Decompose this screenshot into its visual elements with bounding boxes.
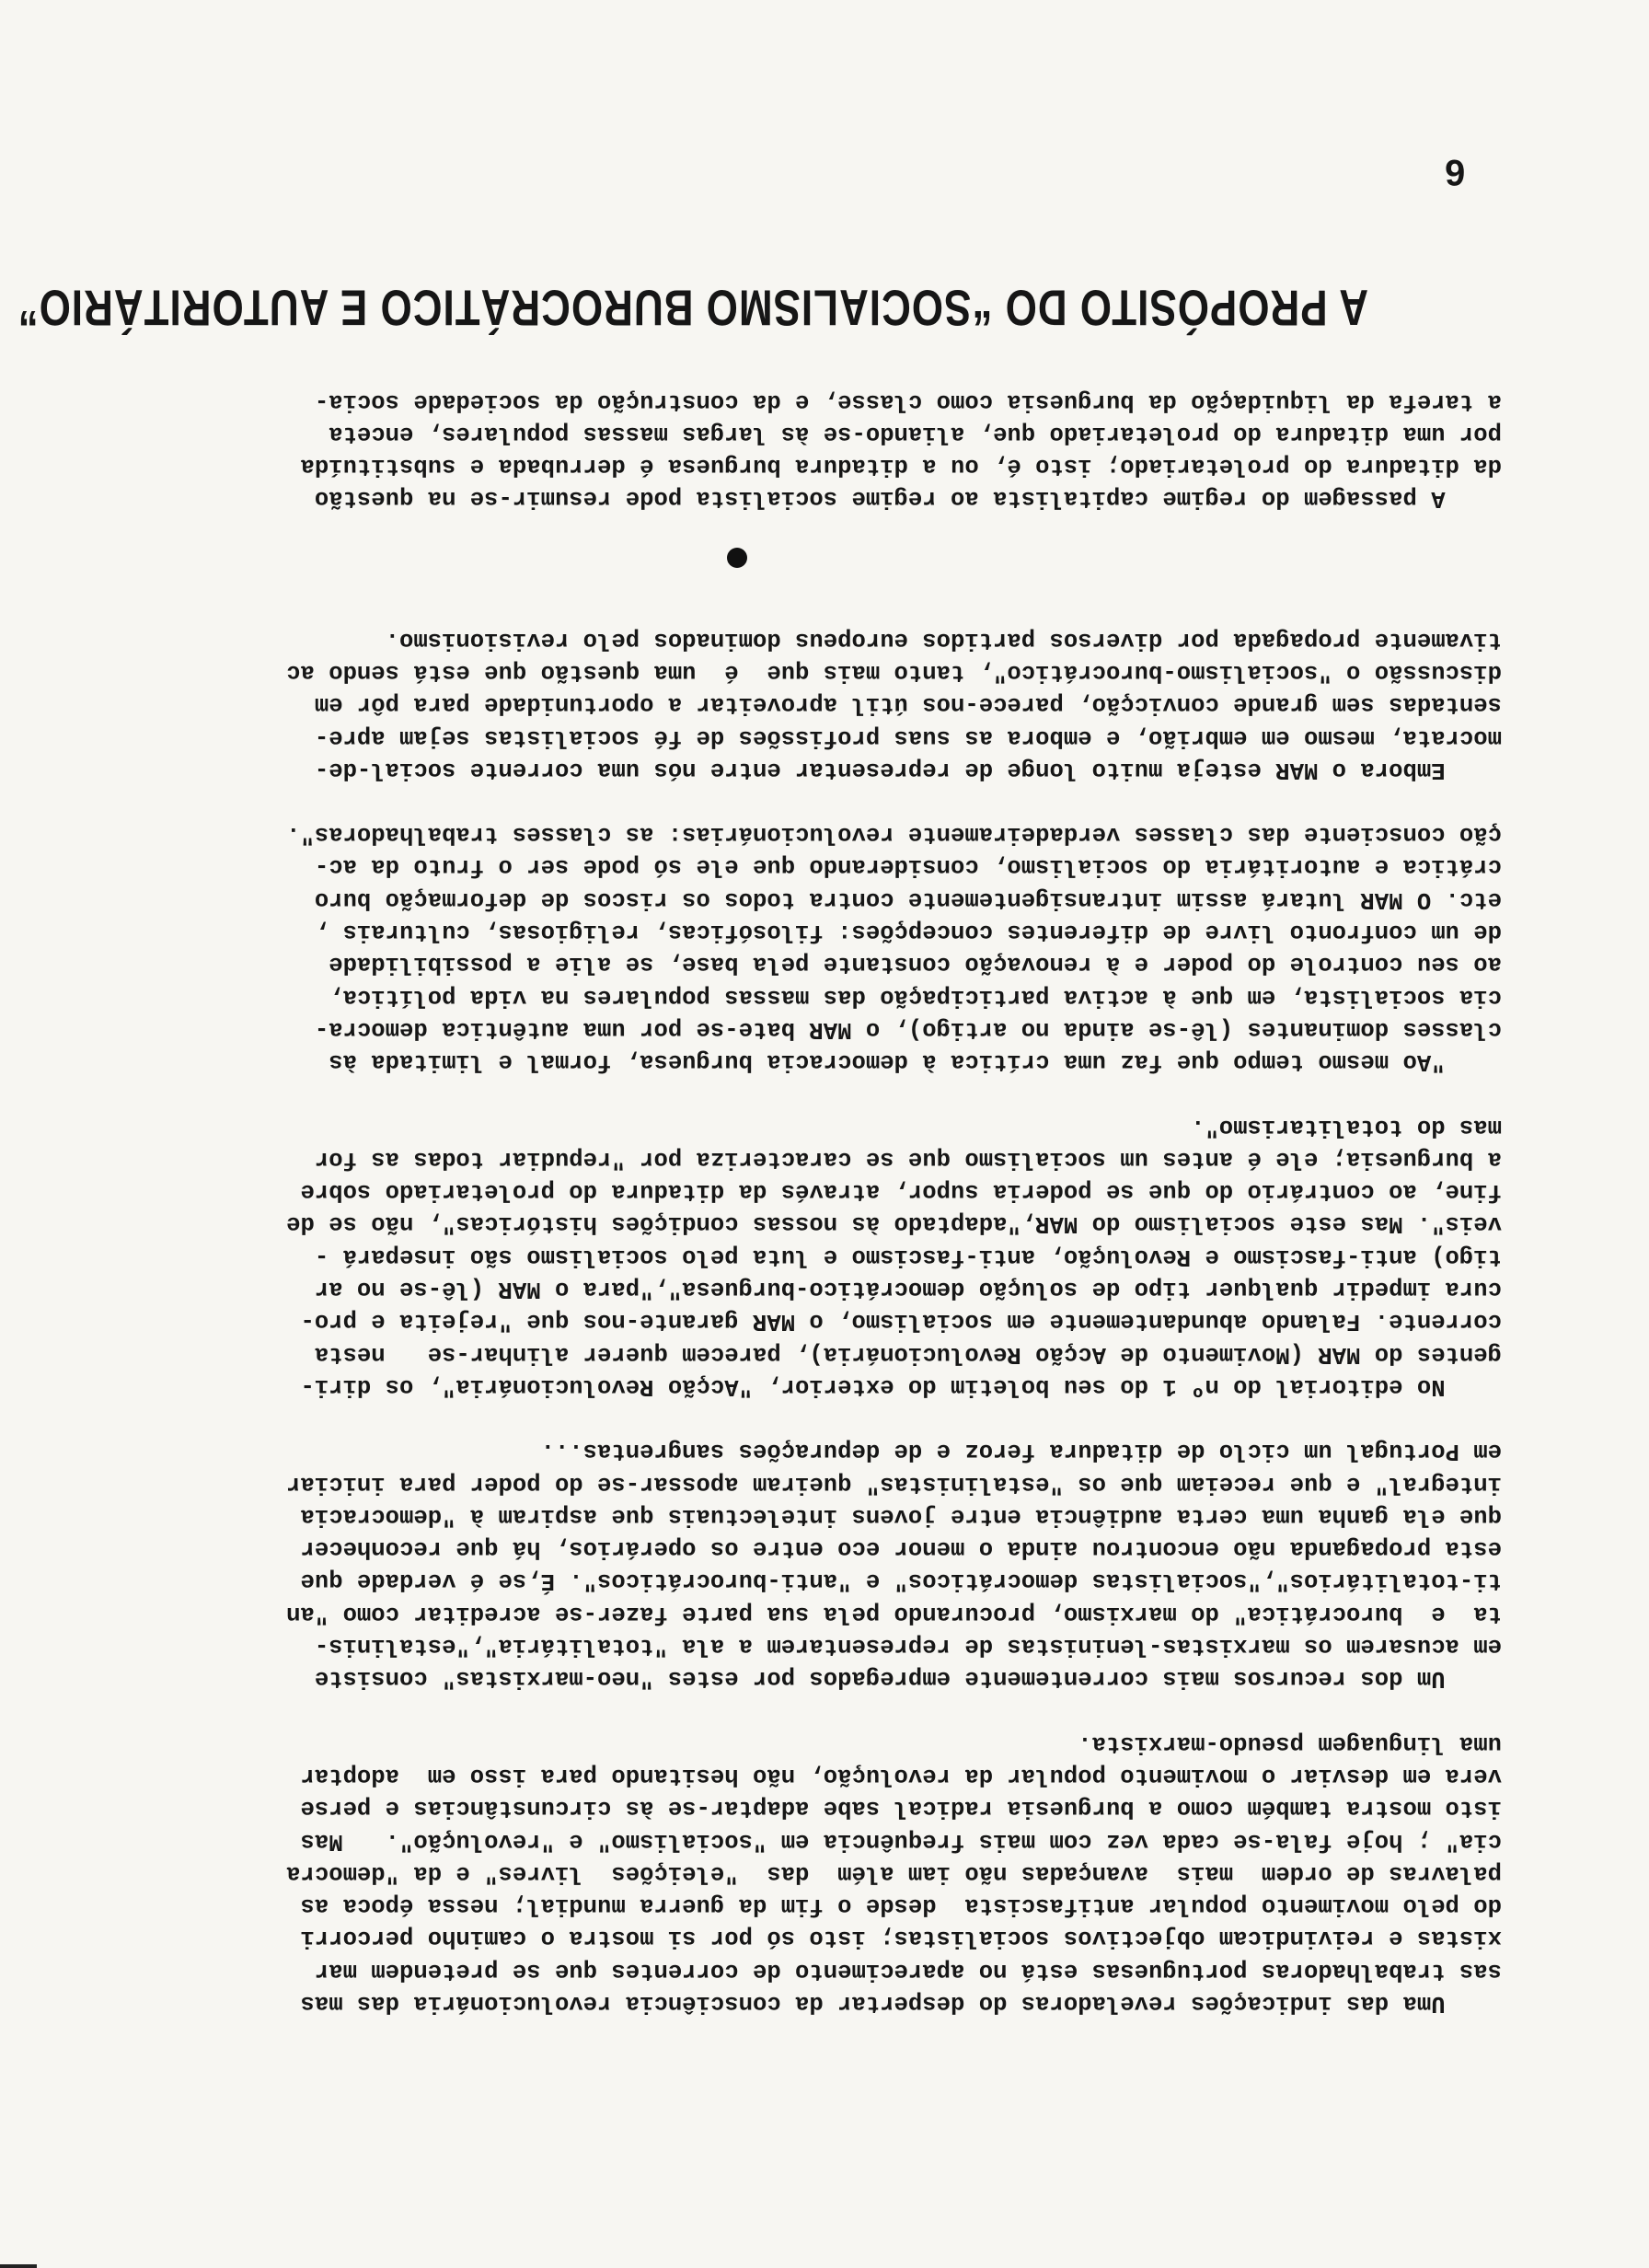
article-title: A PROPÓSITO DO “SOCIALISMO BUROCRÁTICO E AUTORITÁRIO” bbox=[17, 278, 1368, 335]
paragraph-2: Um dos recursos mais correntemente empregados por estes "neo-marxistas" consiste em acusarem os marxistas-leninistas de representarem a ala "totalitária","estalinis- ta e burocrática" do marxismo, procurando pela sua parte fazer-se acreditar como "an ti-totalitários","socialistas democráticos" e "anti-burocráticos". É,se é verdade que esta propaganda não encontrou ainda o menor eco entre os operários, há que reconhecer que ela ganha uma certa audiência entre jovens intelectuais que aspiram à "democracia integral" e que receiam que os "estalinistas" queiram apossar-se do poder para iniciar em Portugal um ciclo de ditadura feroz e de depurações sangrentas... bbox=[286, 1438, 1502, 1693]
paragraph-3: No editorial do nº 1 do seu boletim do exterior, "Acção Revolucionária", os diri- gentes do MAR (Movimento de Acção Revolucionária), parecem querer alinhar-se nesta corrente. Falando abundantemente em socialismo, o MAR garante-nos que "rejeita e pro- cura impedir qualquer tipo de solução democrático-burguesa","para o MAR (lê-se no ar tigo) anti-fascismo e Revolução, anti-fascismo e luta pelo socialismo são insepará - veis". Mas este socialismo do MAR,"adaptado às nossas condições históricas", não se de fine, ao contrário do que se poderia supor, através da ditadura do proletariado sobre a burguesia; ele é antes um socialismo que se caracteriza por "repudiar todas as for mas do totalitarismo". bbox=[286, 1113, 1502, 1400]
closing-paragraph: A passagem do regime capitalista ao regime socialista pode resumir-se na questão da ditadura do proletariado; isto é, ou a ditadura burguesa é derrubada e substituída por uma ditadura do proletariado que, aliando-se às largas massas populares, enceta a tarefa da liquidação da burguesia como classe, e da construção da sociedade socia- bbox=[300, 388, 1502, 513]
paragraph-5: Embora o MAR esteja muito longe de representar entre nós uma corrente social-de- mocrata, mesmo em embrião, e embora as suas profissões de fé socialistas sejam apre- sentadas sem grande convicção, parece-nos útil aproveitar a oportunidade para pôr em discussão o "socialismo-burocrático", tanto mais que é uma questão que está sendo ac tivamente propagada por diversos partidos europeus dominados pelo revisionismo. bbox=[286, 626, 1502, 783]
page-number: 6 bbox=[1445, 152, 1466, 192]
scan-edge-mark bbox=[0, 2264, 1649, 2268]
paragraph-1: Uma das indicações reveladoras do despertar da consciência revolucionária das mas sas trabalhadoras portuguesas está no aparecimento de correntes que se pretendem mar xistas e reivindicam objectivos socialistas; isto só por si mostra o caminho percorri do pelo movimento popular antifascista desde o fim da guerra mundial; nessa época as palavras de ordem mais avançadas não iam além das "eleições livres" e da "democra cia" ; hoje fala-se cada vez com mais frequência em "socialismo" e "revolução". Mas isto mostra também como a burguesia radical sabe adaptar-se às circunstâncias e perse vera em desviar o movimento popular da revolução, não hesitando para isso em adoptar uma linguagem pseudo-marxista. bbox=[286, 1730, 1502, 2017]
section-bullet bbox=[727, 548, 747, 568]
paragraph-4: "Ao mesmo tempo que faz uma crítica à democracia burguesa, formal e limitada às classes dominantes (lê-se ainda no artigo), o MAR bate-se por uma autêntica democra- cia socialista, em que à activa participação das massas populares na vida política, ao seu controle do poder e à renovação constante pela base, se alie a possibilidade de um confronto livre de diferentes concepções: filosóficas, religiosas, culturais , etc. O MAR lutará assim intransigentemente contra todos os riscos de deformação buro crática e autoritária do socialismo, considerando que ele só pode ser o fruto da ac- ção consciente das classes verdadeiramente revolucionárias: as classes trabalhadoras". bbox=[286, 821, 1502, 1076]
article-body bbox=[103, 385, 1502, 2019]
